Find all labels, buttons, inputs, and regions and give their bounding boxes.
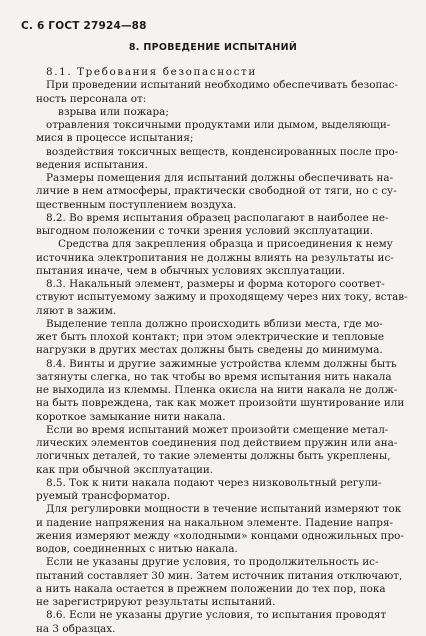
- text-line: мися в процессе испытания;: [36, 132, 194, 145]
- text-line: на 3 образцах.: [36, 622, 116, 635]
- text-line: выгодном положении с точки зрения условий эксплуатации.: [36, 225, 374, 237]
- text-line: Если не указаны другие условия, то продолжительность ис-: [46, 556, 379, 569]
- text-line: пытаний составляет 30 мин. Затем источник питания отключают,: [36, 569, 403, 582]
- text-line: нагрузки в других местах должны быть сведены до минимума.: [36, 344, 383, 357]
- text-line: жения измеряют между «холодными» концами одножильных про-: [36, 529, 404, 542]
- text-line: Для регулировки мощности в течение испытаний измеряют ток: [46, 503, 402, 516]
- text-line: При проведении испытаний необходимо обеспечивать безопас-: [46, 79, 398, 92]
- text-line: ность персонала от:: [36, 92, 147, 105]
- text-line: руемый трансформатор.: [36, 490, 171, 502]
- section-title: 8. ПРОВЕДЕНИЕ ИСПЫТАНИЙ: [128, 42, 298, 53]
- text-line: источника электропитания не должны влиять на результаты ис-: [36, 251, 394, 264]
- text-line: Если во время испытаний может произойти смещение метал-: [46, 423, 389, 436]
- body-text: [36, 66, 408, 636]
- text-line: 8.2. Во время испытания образец располагают в наиболее не-: [46, 211, 389, 224]
- text-line: ляют в зажим.: [36, 304, 117, 317]
- text-line: Выделение тепла должно происходить вблизи места, где мо-: [46, 317, 383, 330]
- text-line: взрыва или пожара;: [58, 105, 169, 118]
- text-line: личие в нем атмосферы, практически свободной от тяги, но с су-: [36, 185, 397, 198]
- text-line: водов, соединенных с нитью накала.: [36, 543, 238, 555]
- text-line: 8.3. Накальный элемент, размеры и форма которого соответ-: [46, 278, 385, 290]
- text-line: как при обычной эксплуатации.: [36, 463, 214, 476]
- text-line: короткое замыкание нити накала.: [36, 410, 226, 423]
- text-line: ствуют испытуемому зажиму и проходящему через них току, встав-: [36, 291, 408, 304]
- text-line: щественным поступлением воздуха.: [36, 198, 237, 211]
- text-line: и падение напряжения на накальном элементе. Падение напря-: [36, 516, 394, 529]
- text-line: 8.5. Ток к нити накала подают через низковольтный регули-: [46, 476, 382, 489]
- text-line: жет быть плохой контакт; при этом электрические и тепловые: [36, 331, 385, 343]
- text-line: не зарегистрируют результаты испытаний.: [36, 596, 276, 608]
- text-line: 8.1. Требования безопасности: [46, 66, 257, 78]
- text-line: а нить накала остается в прежнем положении до тех пор, пока: [36, 582, 386, 595]
- text-line: на быть повреждена, так как может произойти шунтирование или: [36, 397, 405, 410]
- text-line: воздействия токсичных веществ, конденсированных после про-: [46, 145, 399, 158]
- text-line: Размеры помещения для испытаний должны обеспечивать на-: [46, 172, 394, 184]
- text-line: лических элементов соединения под действием пружин или ана-: [36, 437, 398, 449]
- text-line: пытания иначе, чем в обычных условиях эксплуатации.: [36, 264, 346, 277]
- text-line: не выходила из клеммы. Пленка окисла на нити накала не долж-: [36, 384, 398, 396]
- text-line: отравления токсичными продуктами или дымом, выделяющи-: [46, 119, 391, 131]
- text-line: 8.6. Если не указаны другие условия, то испытания проводят: [46, 609, 387, 622]
- text-line: затянуты слегка, но так чтобы во время испытания нить накала: [36, 370, 392, 383]
- text-line: ведения испытания.: [36, 158, 148, 171]
- text-line: Средства для закрепления образца и присоединения к нему: [58, 238, 393, 251]
- text-line: логичных деталей, то такие элементы должны быть укреплены,: [36, 450, 391, 463]
- page-header: С. 6 ГОСТ 27924—88: [21, 20, 147, 32]
- text-line: 8.4. Винты и другие зажимные устройства клемм должны быть: [46, 357, 397, 370]
